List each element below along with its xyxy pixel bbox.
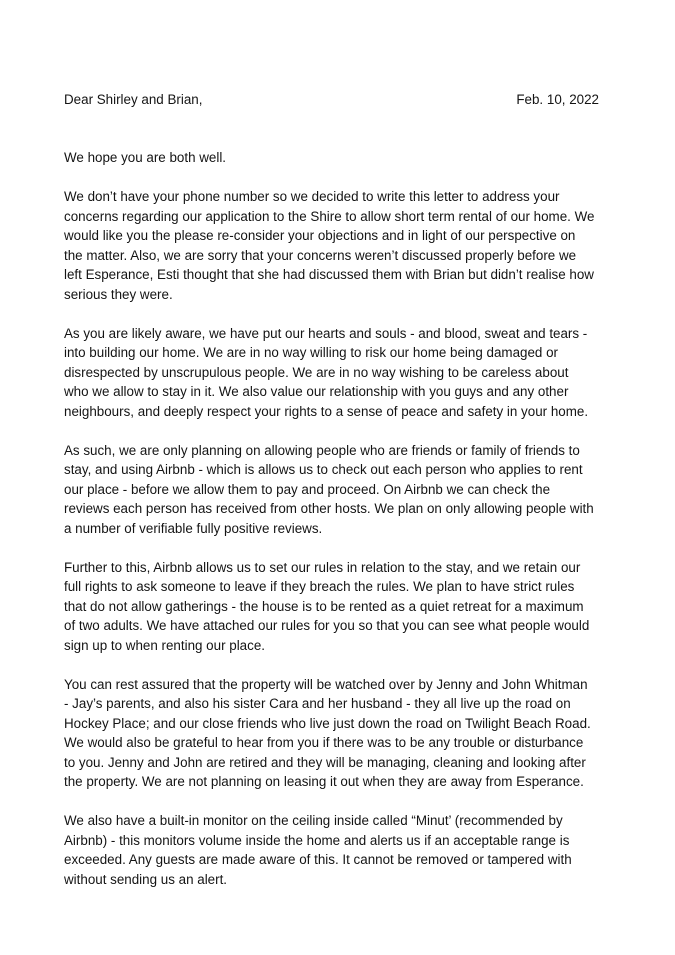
text-line: the matter. Also, we are sorry that your concerns weren’t discussed properly before we bbox=[64, 247, 577, 263]
paragraph-screening bbox=[64, 441, 624, 539]
text-line: As such, we are only planning on allowing people who are friends or family of friends to bbox=[64, 442, 580, 458]
text-line: We don’t have your phone number so we decided to write this letter to address your bbox=[64, 189, 560, 204]
paragraph-oversight bbox=[64, 675, 624, 792]
paragraph-our-home bbox=[64, 324, 624, 422]
paragraph-concerns bbox=[64, 187, 624, 304]
salutation: Dear Shirley and Brian, bbox=[64, 92, 203, 107]
paragraph-monitor bbox=[64, 811, 624, 889]
text-line: As you are likely aware, we have put our hearts and souls - and blood, sweat and tears - bbox=[64, 325, 588, 341]
text-line: stay, and using Airbnb - which is allows us to check out each person who applies to rent bbox=[64, 462, 583, 477]
paragraph-rules bbox=[64, 558, 624, 656]
text-line: to you. Jenny and John are retired and they will be managing, cleaning and looking after bbox=[64, 754, 586, 770]
text-line: without sending us an alert. bbox=[64, 871, 228, 887]
text-line: who we allow to stay in it. We also value our relationship with you guys and any other bbox=[64, 384, 569, 399]
text-line: into building our home. We are in no way willing to risk our home being damaged or bbox=[64, 345, 558, 360]
text-line: sign up to when renting our place. bbox=[64, 637, 265, 653]
text-line: You can rest assured that the property will be watched over by Jenny and John Whitman bbox=[64, 676, 588, 692]
text-line: full rights to ask someone to leave if they breach the rules. We plan to have strict rules bbox=[64, 579, 575, 594]
text-line: our place - before we allow them to pay and proceed. On Airbnb we can check the bbox=[64, 481, 551, 497]
text-line: neighbours, and deeply respect your rights to a sense of peace and safety in your home. bbox=[64, 403, 589, 419]
text-line: the property. We are not planning on leasing it out when they are away from Esperance. bbox=[64, 774, 584, 789]
text-line: We hope you are both well. bbox=[64, 150, 227, 165]
paragraph-greeting bbox=[64, 148, 624, 168]
text-line: that do not allow gatherings - the house is to be rented as a quiet retreat for a maximum bbox=[64, 598, 584, 614]
text-line: would like you the please re-consider your objections and in light of our perspective on bbox=[64, 228, 576, 243]
text-line: left Esperance, Esti thought that she had discussed them with Brian but didn’t realise how bbox=[64, 267, 594, 282]
text-line: of two adults. We have attached our rules for you so that you can see what people would bbox=[64, 618, 590, 633]
text-line: disrespected by unscrupulous people. We are in no way wishing to be careless about bbox=[64, 364, 569, 380]
letter-date: Feb. 10, 2022 bbox=[516, 92, 599, 107]
text-line: - Jay’s parents, and also his sister Cara and her husband - they all live up the road on bbox=[64, 696, 571, 711]
text-line: Airbnb) - this monitors volume inside the home and alerts us if an acceptable range is bbox=[64, 832, 570, 848]
text-line: exceeded. Any guests are made aware of this. It cannot be removed or tampered with bbox=[64, 852, 572, 867]
text-line: We also have a built-in monitor on the ceiling inside called “Minut’ (recommended by bbox=[64, 813, 563, 828]
text-line: concerns regarding our application to the Shire to allow short term rental of our home. We bbox=[64, 208, 595, 224]
text-line: serious they were. bbox=[64, 286, 173, 302]
text-line: a number of verifiable fully positive reviews. bbox=[64, 520, 323, 536]
text-line: reviews each person has received from other hosts. We plan on only allowing people with bbox=[64, 501, 594, 516]
text-line: Further to this, Airbnb allows us to set our rules in relation to the stay, and we retain our bbox=[64, 559, 581, 575]
text-line: Hockey Place; and our close friends who live just down the road on Twilight Beach Road. bbox=[64, 715, 591, 731]
text-line: We would also be grateful to hear from you if there was to be any trouble or disturbance bbox=[64, 735, 584, 750]
letter-body bbox=[64, 148, 624, 909]
